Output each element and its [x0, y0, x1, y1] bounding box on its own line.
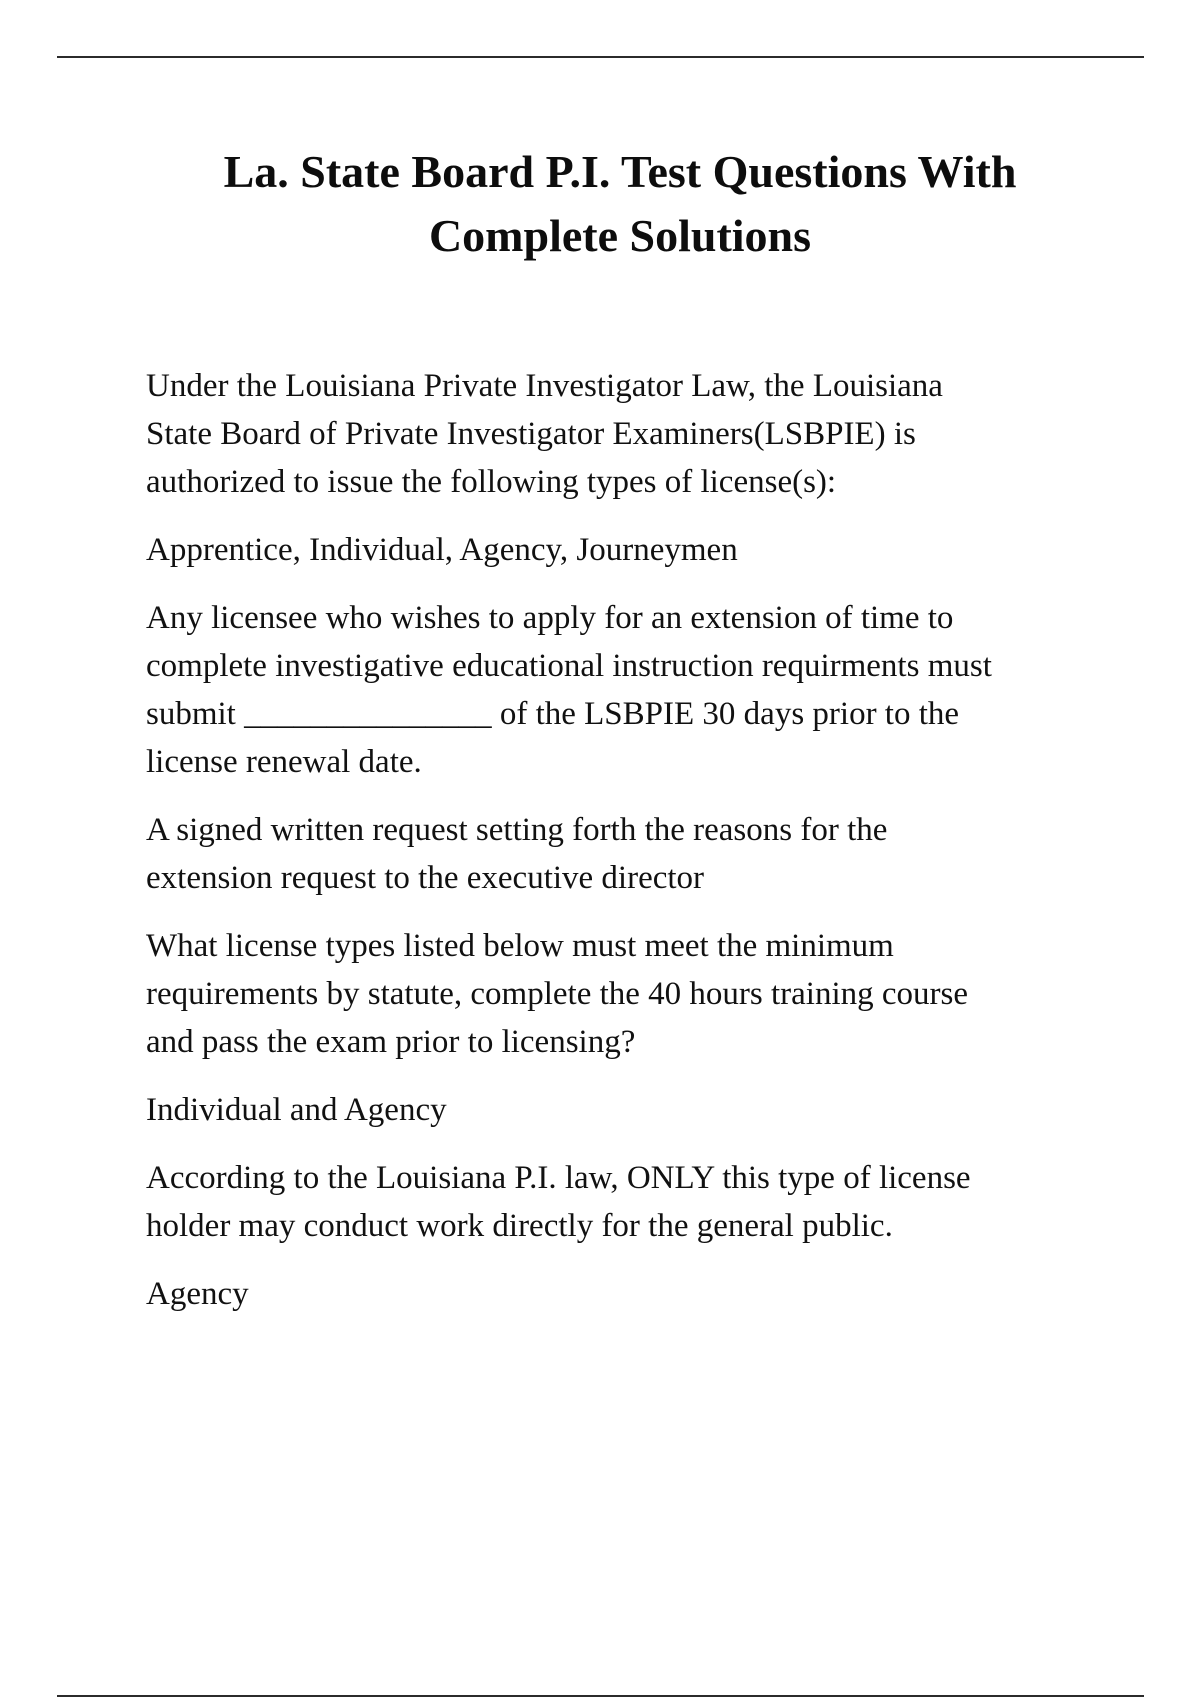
- document-title: [100, 140, 1140, 268]
- question-4: According to the Louisiana P.I. law, ONLY this type of license holder may conduct work directly for the general public.: [146, 1160, 971, 1244]
- answer-2: A signed written request setting forth the reasons for the extension request to the executive director: [146, 812, 888, 896]
- question-3: What license types listed below must meet the minimum requirements by statute, complete the 40 hours training course and pass the exam prior to licensing?: [146, 928, 969, 1060]
- answer-3: Individual and Agency: [146, 1092, 447, 1128]
- title-line-1: La. State Board P.I. Test Questions With: [223, 146, 1017, 197]
- question-2: Any licensee who wishes to apply for an extension of time to complete investigative educational instruction requirments must submit _______________ of the LSBPIE 30 days prior to the license renewal date.: [146, 600, 992, 780]
- answer-4: Agency: [146, 1276, 249, 1312]
- document-body: [146, 362, 1146, 1338]
- question-1: Under the Louisiana Private Investigator Law, the Louisiana State Board of Private Investigator Examiners(LSBPIE) is authorized to issue the following types of license(s):: [146, 368, 943, 500]
- title-line-2: Complete Solutions: [428, 210, 812, 261]
- answer-1: Apprentice, Individual, Agency, Journeymen: [146, 532, 738, 568]
- top-rule: [57, 56, 1144, 58]
- bottom-rule: [57, 1695, 1144, 1697]
